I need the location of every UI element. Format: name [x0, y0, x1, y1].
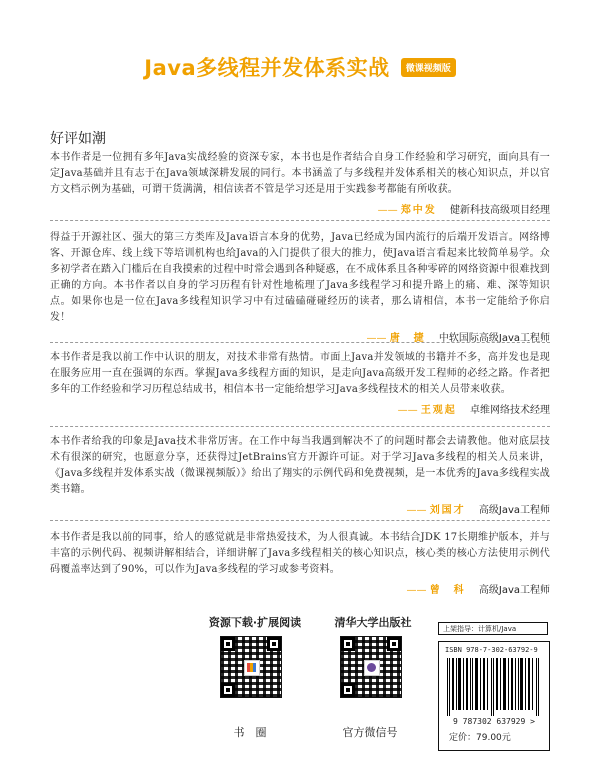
signature-dash: —— [366, 333, 387, 344]
review-signature [50, 401, 550, 416]
book-title: Java多线程并发体系实战 [144, 56, 390, 80]
review-text: 本书作者是我以前工作中认识的朋友，对技术非常有热情。市面上Java并发领域的书籍并不多，高并发也是现在服务应用一直在强调的东西。掌握Java多线程方面的知识，是走向Java高级开发工程师的必经之路。作者把多年的工作经验和学习历程总结成书，相信本书一定能给想学习Java多线程技术的相关人员带来收获。 [50, 352, 550, 395]
review-signature [50, 581, 550, 596]
reviewer-name: 唐 捷 [389, 333, 426, 344]
reviewer-title: 卓维网络技术经理 [470, 405, 550, 416]
review-block [50, 530, 550, 596]
review-block [50, 230, 550, 344]
qr-finder [387, 637, 401, 651]
reviewer-title: 高级Java工程师 [478, 585, 550, 596]
signature-dash: —— [397, 405, 418, 416]
signature-dash: —— [406, 585, 427, 596]
qr-finder [341, 683, 355, 697]
signature-dash: —— [406, 505, 427, 516]
review-block [50, 150, 550, 216]
review-block [50, 350, 550, 416]
review-signature [50, 201, 550, 216]
qr-finder [267, 637, 281, 651]
qr-right-caption: 官方微信号 [342, 726, 398, 739]
bookcircle-logo-icon [244, 660, 260, 676]
barcode-icon [445, 658, 543, 716]
book-title-header [0, 52, 600, 82]
divider [50, 220, 550, 221]
divider [50, 342, 550, 343]
divider [50, 426, 550, 427]
qr-left-heading: 资源下载·扩展阅读 [208, 616, 302, 629]
reviewer-name: 郑中发 [400, 205, 437, 216]
reviewer-title: 健新科技高级项目经理 [450, 205, 550, 216]
qr-code-publisher-wechat[interactable] [340, 636, 402, 698]
reviewer-title: 中软国际高级Java工程师 [438, 333, 550, 344]
reviewer-title: 高级Java工程师 [478, 505, 550, 516]
isbn-number: ISBN 978-7-302-63792-9 [445, 646, 538, 654]
review-text: 本书作者是我以前的同事，给人的感觉就是非常热爱技术，为人很真诚。本书结合JDK 17长期维护版本，并与丰富的示例代码、视频讲解相结合，详细讲解了Java多线程相关的核心知识点，核心类的核心方法使用示例代码覆盖率达到了90%，可以作为Java多线程的学习或参考资料。 [50, 532, 550, 575]
price: 定价：79.00元 [449, 733, 511, 743]
review-block [50, 434, 550, 516]
shelving-category: 上架指导：计算机/Java [438, 622, 548, 635]
qr-finder [341, 637, 355, 651]
qr-right-heading: 清华大学出版社 [334, 616, 412, 629]
reviewer-name: 刘国才 [429, 505, 466, 516]
qr-code-bookcircle[interactable] [220, 636, 282, 698]
review-text: 本书作者是一位拥有多年Java实战经验的资深专家，本书也是作者结合自身工作经验和学习研究，面向具有一定Java基础并且有志于在Java领域深耕发展的同行。本书涵盖了与多线程并发体系相关的核心知识点，并以官方文档示例为基础，可谓干货满满，相信读者不管是学习还是用于实践参考都能有所收获。 [50, 152, 550, 195]
review-text: 本书作者给我的印象是Java技术非常厉害。在工作中每当我遇到解决不了的问题时都会去请教他。他对底层技术有很深的研究，也愿意分享，还获得过JetBrains官方开源许可证。对于学习Java多线程的相关人员来讲，《Java多线程并发体系实战（微课视频版）》给出了翔实的示例代码和免费视频，是一本优秀的Java多线程实战类书籍。 [50, 436, 550, 495]
review-text: 得益于开源社区、强大的第三方类库及Java语言本身的优势，Java已经成为国内流行的后端开发语言。网络博客、开源仓库、线上线下等培训机构也给Java的入门提供了很大的推力，使Java语言看起来比较简单易学。众多初学者在踏入门槛后在自我摸索的过程中时常会遇到各种疑惑，在不成体系且各种零碎的网络资源中很难找到正确的方向。本书作者以自身的学习历程有针对性地梳理了Java多线程学习和提升路上的痛、难、深等知识点。如果你也是一位在Java多线程知识学习中有过磕磕碰碰经历的读者，那么请相信，本书一定能给予你启发！ [50, 232, 550, 323]
edition-badge: 微课视频版 [401, 58, 456, 77]
qr-finder [221, 683, 235, 697]
review-signature [50, 501, 550, 516]
divider [50, 520, 550, 521]
section-title: 好评如潮 [50, 131, 106, 147]
signature-dash: —— [377, 205, 398, 216]
qr-finder [221, 637, 235, 651]
reviewer-name: 曾 科 [429, 585, 466, 596]
reviewer-name: 王观起 [420, 405, 457, 416]
isbn-barcode-box [438, 641, 550, 751]
qr-left-caption: 书 圈 [233, 726, 267, 739]
publisher-logo-icon [364, 660, 380, 676]
ean-digits: 9 787302 637929 > [453, 717, 535, 726]
